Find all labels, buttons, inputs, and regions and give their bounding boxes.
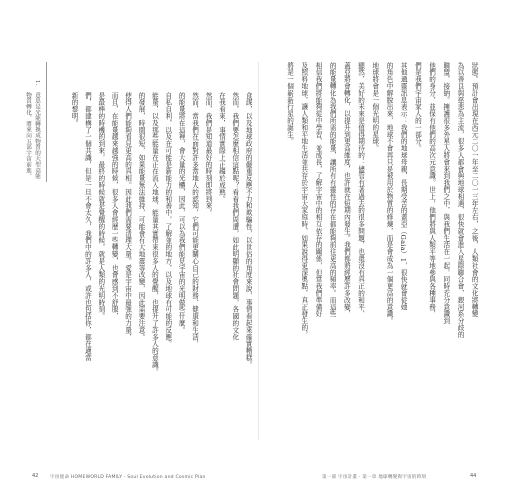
left-text-column-4: 然而，我們是知道最好的時刻即將到來。 [204,92,212,217]
right-text-column-12: 相信我們將能夠從中學習，並成長，了解宇宙中的相互依存的關係，但當我們準備好 [314,62,322,318]
right-page-number: 44 [470,473,477,479]
left-text-column-9: 的發展，時間很短，如果能量無法維持，可能會有大地震等改變，因此需要注意。 [137,92,145,341]
left-text-column-8: 能量，以及那些能量在正在流入地球，能量其實帶來很多人的覺醒，也提升了許多人的意識。 [150,92,159,375]
right-text-column-4: 他們的身分，並保有他們的高次元意識。世上，他們將與人類平等地參與各種事務， [427,62,436,318]
right-page-footer: 第一部 宇宙計畫 · 第一章 地球轉變與宇宙的時刻 [322,475,427,480]
left-text-column-3: 在我看來，事情實際上正趨於成熟。 [217,92,226,203]
right-text-column-1: 狀態。預計會出現在西元二〇一年至二〇一三年左右，之後，人類社會的文化將轉變 [470,62,479,318]
right-text-column-5: 們是我們宇宙家人的一部分。 [413,62,422,152]
left-text-column-12: 是最棒的時機的到來，最終的時候就是覺醒的時候，就是人類的光明時刻。 [96,92,105,320]
left-text-column-13: 們，都建構了一個共識，但是一旦不會太久，我們中的許多人，或許也包括你，都在適當 [83,92,92,362]
right-text-column-8: 地球將會是一個光明的星球。 [370,62,379,152]
left-text-column-6: 的能量將在這裡，會大量的光體，因此，可以為我們能見宇宙的光明做些什麼。 [177,92,186,334]
footnote-line-1: 意思是光能轉換成物質的大型高能 [34,92,40,179]
left-text-column-5: 然而，當我們在面對許多當地人的認知，它們可能更關心自己的財務、健康和生活， [190,92,199,348]
left-text-column-14: 新的黎明。 [70,92,78,127]
right-text-column-6: 其他通靈訊息表示：我們的地球母親，長期受苦的蓋亞（Gaia）1，很快就會從她 [399,62,408,311]
right-text-column-2: 為以善良與慈悲為主流，很多人都會與地球相遇，很快就會進入星際聯合會，銀河系分歧的 [456,62,464,338]
footnote-marker: 1. [34,80,40,86]
footnote-rule [46,62,47,182]
left-text-column-1: 食謀，以及地球政府的嚴重反應不力和欺騙性，以世俗的角度來說，事情看起來確實糟糕。 [244,92,253,368]
right-text-column-14: 將是一個嶄新行星的誕生。 [285,62,294,145]
right-text-column-3: 聯盟，接納。擁護很多外星人將會來到我們之中，與我們生活在一起，同時充分意識到 [441,62,450,325]
right-text-column-13: 及照料地球，讓人類和平地生活並共存於宇宙大家庭時，如果說得更深奧點，真正發生的， [299,62,308,338]
left-text-column-2: 然而，我們要怎麼相信這點呢？看看我們周遭，如此明顯的社會問題，各國的文化 [230,92,239,341]
left-page [25,62,256,480]
left-text-column-10: 使得人們能夠看見更高的真相。因此我們需要清理大量。愛是宇宙中最強的力量， [123,92,132,341]
footnote-line-2: 物質轉化，將來向五部宇宙前進。 [25,92,31,179]
gutter [258,62,259,440]
right-text-column-11: 的能量轉化為我們所需的能量，讓所有有靈性的存在都能夠前往更高的頻率。而這些 [328,62,337,318]
footnote [32,80,41,86]
right-text-column-10: 蓋亞將會轉化，以提升到更高維度，也許就在短期內發生。我們都將經歷許多改變， [342,62,351,318]
right-text-column-7: 的角色中解脫出來，地球不會再只是被用於物質的修煉，而是會成為一個更高的意識。 [385,62,393,325]
right-text-column-9: 顯然，美好的未來是值得期待的：儘管有著過去的很多問題，也還沒有真正的和平， [356,62,365,318]
left-page-footer: 宇宙使命 HOMEWORLD FAMILY · Soul Evolution and Cosmic Plan [50,475,206,480]
left-page-number: 42 [32,473,39,479]
left-text-column-11: 而且，在能量越來越強的時候，很多人會經歷一些轉變，也會感到不舒服， [110,92,119,320]
right-page [262,62,482,480]
left-text-column-7: 自私自利，以及在可能是新能力的和善中，了解並的地方，以及地球有可能的反應。 [163,92,172,348]
